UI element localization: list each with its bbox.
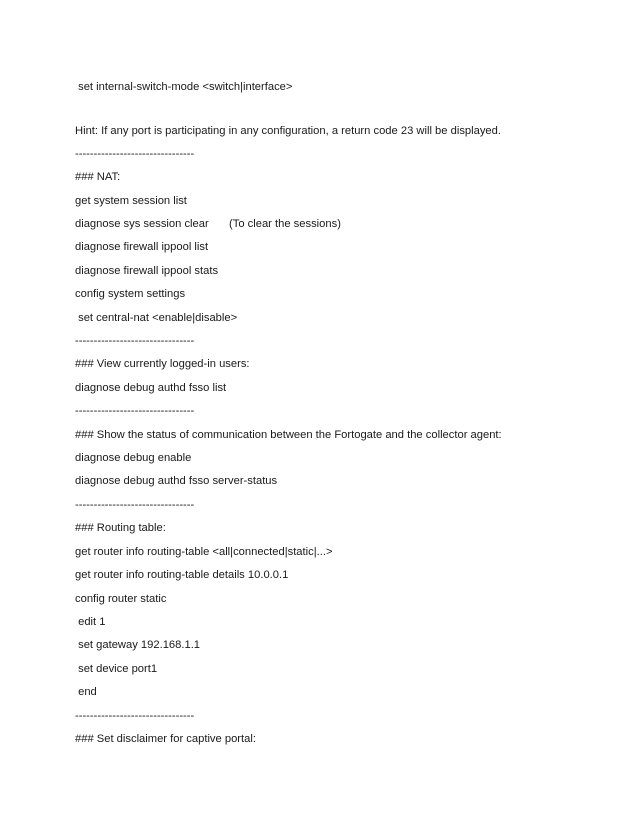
text-line: config system settings [75, 288, 186, 300]
section-heading: ### NAT: [75, 171, 121, 183]
text-line: set central-nat <enable|disable> [75, 312, 238, 324]
section-heading: ### Set disclaimer for captive portal: [75, 733, 256, 745]
section-heading: ### View currently logged-in users: [75, 358, 250, 370]
divider-line: -------------------------------- [75, 335, 195, 347]
divider-line: -------------------------------- [75, 499, 195, 511]
text-line: set device port1 [75, 663, 158, 675]
inline-note: (To clear the sessions) [229, 218, 341, 230]
text-line: get router info routing-table <all|connected|static|...> [75, 546, 333, 558]
text-line: diagnose debug authd fsso list [75, 382, 227, 394]
divider-line: -------------------------------- [75, 405, 195, 417]
section-heading: ### Show the status of communication between the Fortogate and the collector agent: [75, 429, 502, 441]
text-line: set gateway 192.168.1.1 [75, 639, 201, 651]
text-line: diagnose debug enable [75, 452, 192, 464]
text-line: config router static [75, 593, 167, 605]
divider-line: -------------------------------- [75, 148, 195, 160]
text-line: set internal-switch-mode <switch|interface> [75, 81, 293, 93]
text-line: diagnose firewall ippool list [75, 241, 209, 253]
divider-line: -------------------------------- [75, 710, 195, 722]
text-line: diagnose sys session clear [75, 218, 209, 230]
text-line: Hint: If any port is participating in any configuration, a return code 23 will be displayed. [75, 125, 501, 137]
text-line: get system session list [75, 195, 187, 207]
text-line: end [75, 686, 97, 698]
text-line: diagnose firewall ippool stats [75, 265, 219, 277]
text-line: diagnose debug authd fsso server-status [75, 475, 278, 487]
section-heading: ### Routing table: [75, 522, 166, 534]
text-line: edit 1 [75, 616, 106, 628]
text-line: get router info routing-table details 10.0.0.1 [75, 569, 289, 581]
